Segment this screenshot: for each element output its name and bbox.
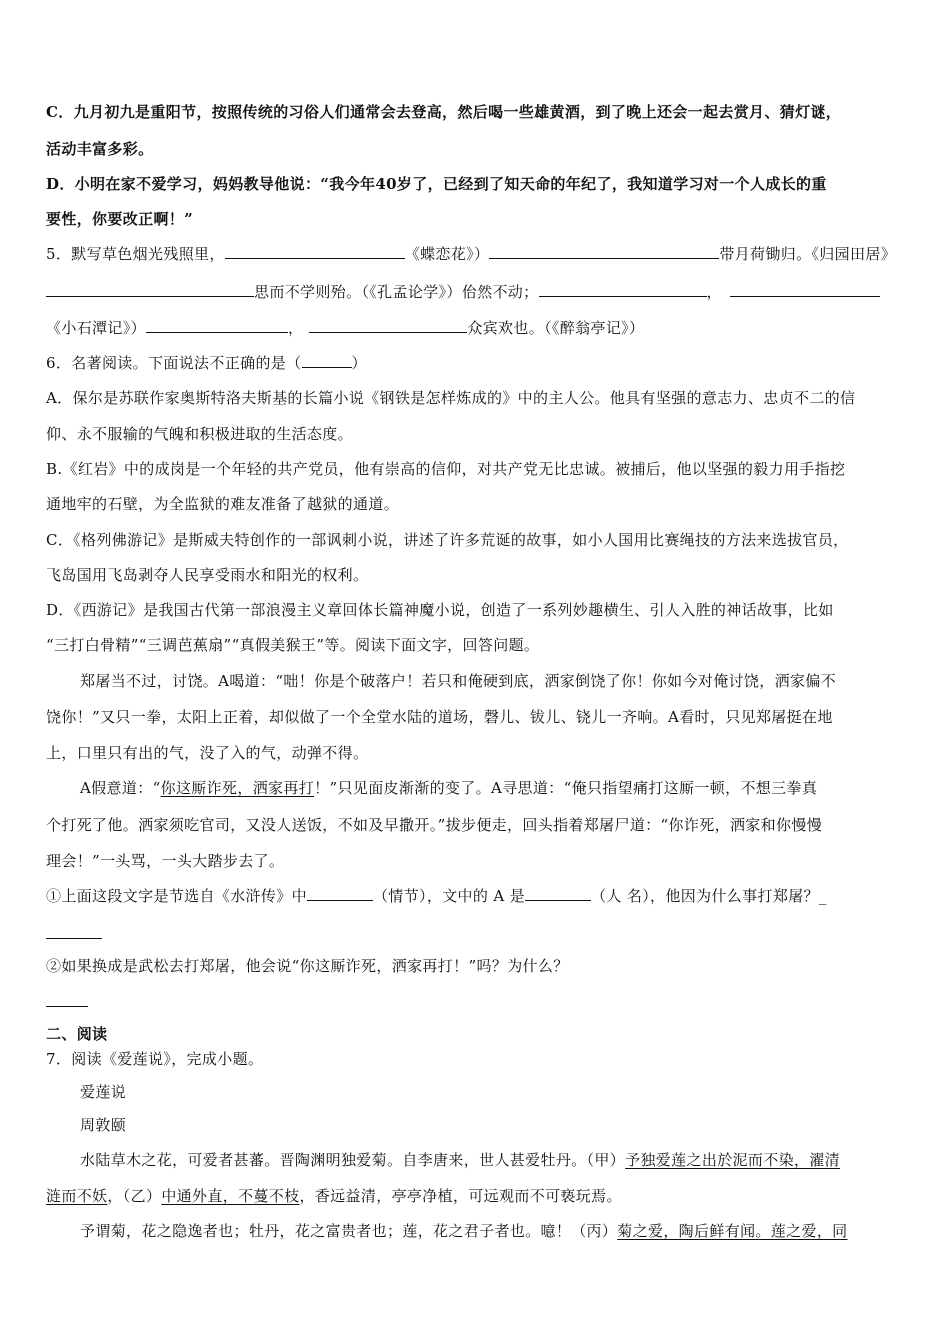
answer-blank[interactable] (46, 281, 254, 297)
option-d2-line1: D．《西游记》是我国古代第一部浪漫主义章回体长篇神魔小说，创造了一系列妙趣横生、引人入胜的神话故事，比如 (46, 601, 834, 619)
section-heading: 二、阅读 (46, 1025, 108, 1043)
option-d-line1: D．小明在家不爱学习，妈妈教导他说：“我今年40岁了，已经到了知天命的年纪了，我知道学习对一个人成长的重 (46, 175, 827, 193)
answer-blank[interactable] (539, 281, 707, 297)
essay-author: 周敦颐 (80, 1116, 127, 1134)
essay-line3: 予谓菊，花之隐逸者也；牡丹，花之富贵者也；莲，花之君子者也。噫！（丙）菊之爱，陶后鲜有闻。莲之爱，同 (80, 1222, 848, 1240)
option-c-line2: 活动丰富多彩。 (46, 140, 154, 158)
question-6-stem: 6．名著阅读。下面说法不正确的是（ ） (46, 354, 367, 372)
passage-line5: 个打死了他。洒家须吃官司，又没人送饭，不如及早撒开。”拔步便走，回头指着郑屠尸道：“你诈死，洒家和你慢慢 (46, 816, 823, 834)
passage-line4: A假意道：“你这厮诈死，洒家再打！”只见面皮渐渐的变了。A寻思道：“俺只指望痛打这厮一顿，不想三拳真 (80, 779, 818, 797)
option-d2-line2: “三打白骨精”“三调芭蕉扇”“真假美猴王”等。阅读下面文字，回答问题。 (46, 636, 540, 654)
option-b-line1: B.《红岩》中的成岗是一个年轻的共产党员，他有崇高的信仰，对共产党无比忠诚。被捕后，他以坚强的毅力用手指挖 (46, 460, 846, 478)
question-5-line3: 《小石潭记》） ， 众宾欢也。（《醉翁亭记》） (46, 319, 645, 337)
passage-line3: 上，口里只有出的气，没了入的气，动弹不得。 (46, 744, 369, 762)
passage-line2: 饶你！”又只一拳，太阳上正着，却似做了一个全堂水陆的道场，磬儿、钹儿、铙儿一齐响。A看时，只见郑屠挺在地 (46, 708, 833, 726)
answer-blank[interactable] (730, 281, 880, 297)
underlined-sentence-bing: 菊之爱，陶后鲜有闻。莲之爱，同 (617, 1222, 848, 1240)
option-c2-line2: 飞岛国用飞岛剥夺人民享受雨水和阳光的权利。 (46, 566, 369, 584)
sub-question-1: ①上面这段文字是节选自《水浒传》中 （情节），文中的 A 是 （人 名），他因为什么事打郑屠？_ (46, 887, 827, 905)
essay-line1: 水陆草木之花，可爱者甚蕃。晋陶渊明独爱菊。自李唐来，世人甚爱牡丹。（甲）予独爱莲之出於泥而不染，濯清 (80, 1151, 841, 1169)
answer-blank[interactable] (525, 885, 591, 901)
option-a-line1: A．保尔是苏联作家奥斯特洛夫斯基的长篇小说《钢铁是怎样炼成的》中的主人公。他具有坚强的意志力、忠贞不二的信 (46, 389, 856, 407)
option-c2-line1: C．《格列佛游记》是斯威夫特创作的一部讽刺小说，讲述了许多荒诞的故事，如小人国用比赛绳技的方法来选拔官员， (46, 531, 849, 549)
underlined-quote: 你这厮诈死，洒家再打 (160, 779, 315, 797)
answer-line[interactable] (46, 1006, 88, 1007)
answer-blank[interactable] (309, 317, 467, 333)
passage-line6: 理会！”一头骂，一头大踏步去了。 (46, 852, 285, 870)
passage-line1: 郑屠当不过，讨饶。A喝道：“咄！你是个破落户！若只和俺硬到底，洒家倒饶了你！你如今对俺讨饶，洒家偏不 (80, 672, 837, 690)
underlined-sentence-yi: 中通外直，不蔓不枝 (161, 1187, 300, 1205)
underlined-sentence-jia: 予独爱莲之出於泥而不染，濯清 (625, 1151, 841, 1169)
answer-blank[interactable] (489, 243, 719, 259)
answer-blank[interactable] (146, 317, 288, 333)
option-b-line2: 通地牢的石壁，为全监狱的难友准备了越狱的通道。 (46, 495, 400, 513)
answer-blank[interactable] (225, 243, 405, 259)
answer-blank[interactable] (307, 885, 373, 901)
option-c-line1: C．九月初九是重阳节，按照传统的习俗人们通常会去登高，然后喝一些雄黄酒，到了晚上还会一起去赏月、猜灯谜， (46, 103, 842, 121)
underlined-sentence-jia-end: 涟而不妖 (46, 1187, 108, 1205)
answer-blank[interactable] (302, 352, 352, 368)
option-d-line2: 要性，你要改正啊！” (46, 210, 194, 228)
essay-line2: 涟而不妖，（乙）中通外直，不蔓不枝，香远益清，亭亭净植，可远观而不可亵玩焉。 (46, 1187, 622, 1205)
question-7-stem: 7．阅读《爱莲说》，完成小题。 (46, 1050, 264, 1068)
question-5-line2: 思而不学则殆。（《孔孟论学》）佁然不动； ， (46, 281, 880, 303)
question-5-line1: 5．默写草色烟光残照里， 《蝶恋花》） 带月荷锄归。《归园田居》 (46, 245, 897, 263)
answer-line[interactable] (46, 938, 102, 939)
option-a-line2: 仰、永不服输的气魄和积极进取的生活态度。 (46, 425, 354, 443)
essay-title: 爱莲说 (80, 1083, 127, 1101)
sub-question-2: ②如果换成是武松去打郑屠，他会说“你这厮诈死，洒家再打！”吗？为什么？ (46, 957, 569, 975)
